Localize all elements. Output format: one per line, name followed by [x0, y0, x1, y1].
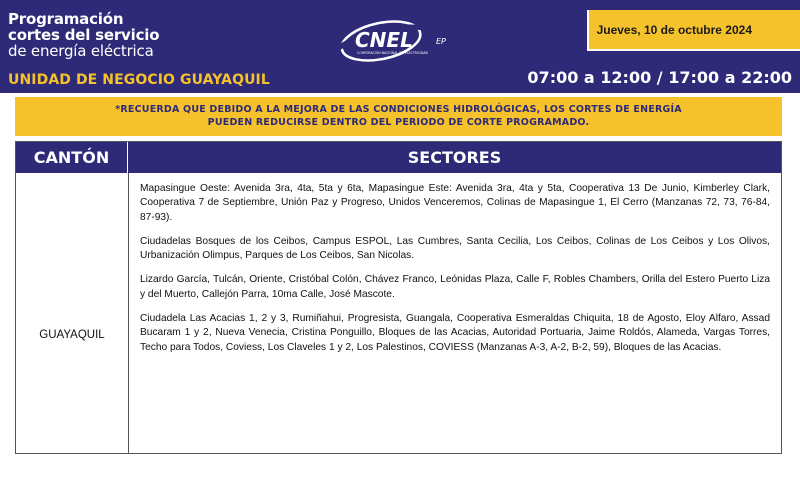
title-line-1: Programación — [8, 10, 124, 28]
title-line-3: de energía eléctrica — [8, 42, 154, 60]
header-banner — [0, 0, 800, 93]
schedule-date: Jueves, 10 de octubre 2024 — [596, 23, 752, 37]
sector-group: Mapasingue Oeste: Avenida 3ra, 4ta, 5ta y 6ta, Mapasingue Este: Avenida 3ra, 4ta y 5ta, Cooperativa 13 De Junio, Kimberley Clark, Cooperativa 7 de Septiembre, Unión Paz y Progreso, Unidos Venceremos, Colinas de Mapasingue 1, El Cerro (Manzanas 72, 73, 76-84, 87-93). — [140, 183, 770, 223]
notice-banner — [15, 97, 782, 136]
sector-group: Ciudadela Las Acacias 1, 2 y 3, Rumiñahui, Progresista, Guangala, Cooperativa Esmeraldas Chiquita, 18 de Agosto, Eloy Alfaro, Assad Bucaram 1 y 2, Nueva Venecia, Cristina Ponguillo, Bloques de las Acacias, Autoridad Portuaria, Jaime Roldós, Alameda, Vargas Torres, Techo para Todos, Coviess, Los Claveles 1 y 2, Los Palestinos, COVIESS (Manzanas A-3, A-2, B-2, 59), Bloques de las Acacias. — [140, 313, 770, 353]
sectors-cell — [140, 182, 770, 365]
sector-group: Lizardo García, Tulcán, Oriente, Cristóbal Colón, Chávez Franco, Leónidas Plaza, Calle F, Robles Chambers, Orilla del Estero Puerto Liza y del Muerto, Callejón Parra, 10ma Calle, José Mascote. — [140, 274, 770, 300]
page-title — [8, 11, 159, 59]
canton-cell: GUAYAQUIL — [39, 329, 105, 341]
schedule-table — [15, 141, 782, 454]
schedule-hours: 07:00 a 12:00 / 17:00 a 22:00 — [527, 68, 792, 87]
title-line-2: cortes del servicio — [8, 26, 160, 44]
header-canton: CANTÓN — [16, 142, 128, 173]
table-header-row — [16, 142, 781, 173]
column-divider — [128, 173, 129, 454]
sector-group: Ciudadelas Bosques de los Ceibos, Campus ESPOL, Las Cumbres, Santa Cecilia, Los Ceibos, Colinas de Los Ceibos y Los Olivos, Urbanización Olimpus, Parques de Los Ceibos, San Nicolas. — [140, 235, 770, 262]
logo-tagline: CORPORACIÓN NACIONAL DE ELECTRICIDAD — [357, 51, 429, 55]
business-unit-label: UNIDAD DE NEGOCIO GUAYAQUIL — [8, 72, 270, 88]
cnel-logo — [333, 18, 463, 64]
notice-line-1: *RECUERDA QUE DEBIDO A LA MEJORA DE LAS CONDICIONES HIDROLÓGICAS, LOS CORTES DE ENERGÍA — [115, 104, 682, 115]
header-sectores: SECTORES — [407, 148, 502, 167]
notice-line-2: PUEDEN REDUCIRSE DENTRO DEL PERIODO DE CORTE PROGRAMADO. — [207, 117, 590, 128]
logo-wordmark: CNEL — [355, 28, 413, 52]
logo-suffix: EP — [436, 37, 446, 46]
